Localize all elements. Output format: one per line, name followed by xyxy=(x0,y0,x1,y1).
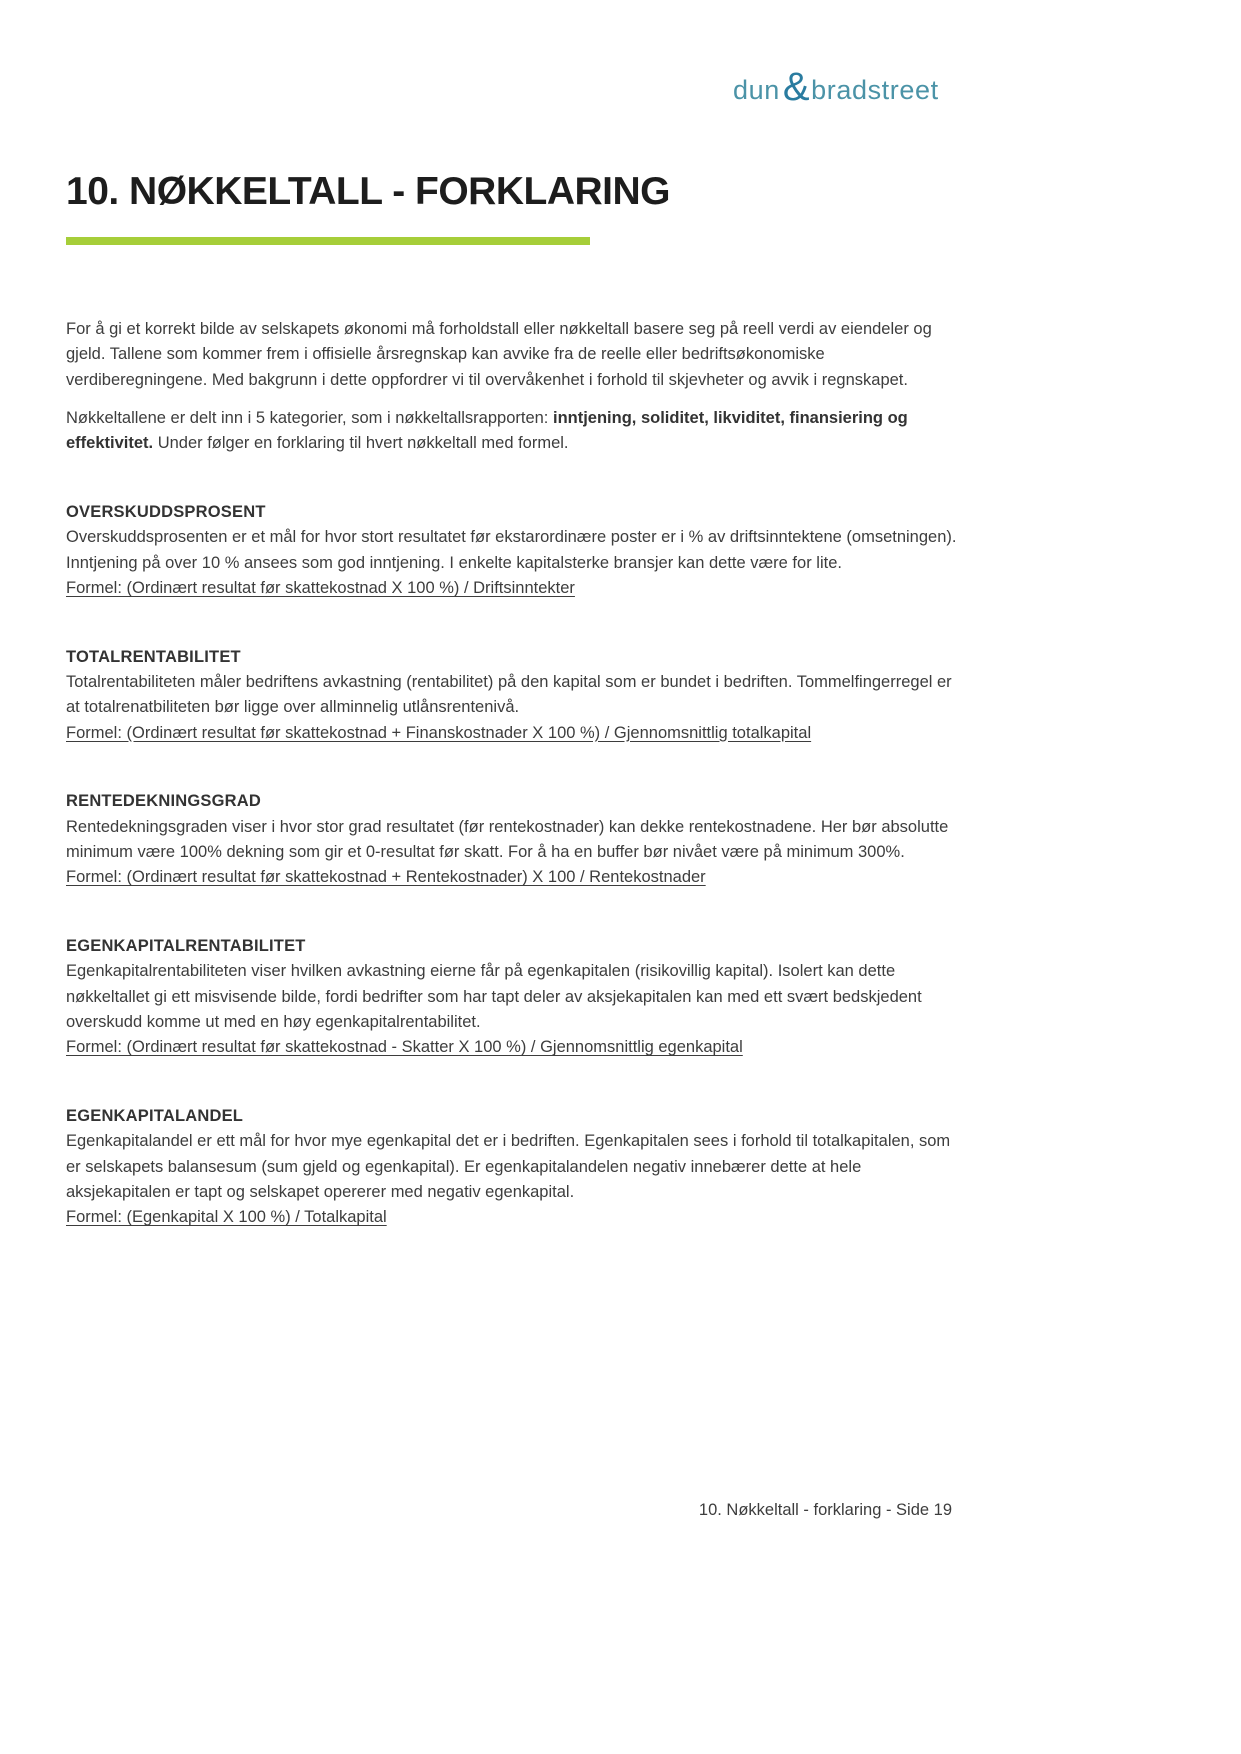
section-body: Overskuddsprosenten er et mål for hvor stort resultatet før ekstarordinære poster er i % av driftsinntektene (omsetningen). Inntjening på over 10 % ansees som god inntjening. I enkelte kapitalsterke bransjer kan dette være for lite. xyxy=(66,528,957,572)
intro-paragraph-2-categories: inntjening, soliditet, likviditet, finansiering og effektivitet. xyxy=(66,409,908,453)
section-formula: Formel: (Ordinært resultat før skattekostnad + Finanskostnader X 100 %) / Gjennomsnittlig totalkapital xyxy=(66,723,812,742)
section-egenkapitalandel xyxy=(66,1104,966,1231)
section-formula: Formel: (Egenkapital X 100 %) / Totalkapital xyxy=(66,1208,387,1227)
intro-paragraph-2-post: Under følger en forklaring til hvert nøkkeltall med formel. xyxy=(153,434,569,453)
section-rentedekningsgrad xyxy=(66,789,966,891)
section-formula: Formel: (Ordinært resultat før skattekostnad X 100 %) / Driftsinntekter xyxy=(66,579,575,598)
intro-paragraph-2 xyxy=(66,406,966,457)
section-body: Rentedekningsgraden viser i hvor stor grad resultatet (før rentekostnader) kan dekke rentekostnadene. Her bør absolutte minimum være 100% dekning som gir et 0-resultat før skatt. For å ha en buffer bør nivået være på minimum 300%. xyxy=(66,817,949,861)
content-column xyxy=(66,0,966,1231)
section-formula: Formel: (Ordinært resultat før skattekostnad - Skatter X 100 %) / Gjennomsnittlig egenkapital xyxy=(66,1038,743,1057)
intro-paragraph-1: For å gi et korrekt bilde av selskapets økonomi må forholdstall eller nøkkeltall basere seg på reell verdi av eiendeler og gjeld. Tallene som kommer frem i offisielle årsregnskap kan avvike fra de reelle eller bedriftsøkonomiske verdiberegningene. Med bakgrunn i dette oppfordrer vi til overvåkenhet i forhold til skjevheter og avvik i regnskapet. xyxy=(66,319,932,389)
footer-page-label: 10. Nøkkeltall - forklaring - Side 19 xyxy=(698,1501,952,1519)
page-title: 10. NØKKELTALL - FORKLARING xyxy=(66,170,670,213)
section-body: Totalrentabiliteten måler bedriftens avkastning (rentabilitet) på den kapital som er bundet i bedriften. Tommelfingerregel er at totalrenatbiliteten bør ligge over allminnelig utlånsrentenivå. xyxy=(66,672,952,717)
section-body: Egenkapitalandel er ett mål for hvor mye egenkapital det er i bedriften. Egenkapitalen sees i forhold til totalkapitalen, som er selskapets balansesum (sum gjeld og egenkapital). Er egenkapitalandelen negativ innebærer dette at hele aksjekapitalen er tapt og selskapet opererer med negativ egenkapital. xyxy=(66,1132,951,1201)
title-accent-rule xyxy=(66,237,590,245)
section-formula: Formel: (Ordinært resultat før skattekostnad + Rentekostnader) X 100 / Rentekostnader xyxy=(66,868,706,887)
section-totalrentabilitet xyxy=(66,645,966,747)
section-heading: RENTEDEKNINGSGRAD xyxy=(66,792,261,811)
section-overskuddsprosent xyxy=(66,500,966,602)
logo-word-bradstreet: bradstreet xyxy=(811,74,939,105)
section-heading: EGENKAPITALRENTABILITET xyxy=(66,936,306,955)
logo-ampersand-icon: & xyxy=(782,65,811,109)
section-heading: EGENKAPITALANDEL xyxy=(66,1106,244,1125)
intro-paragraph-2-pre: Nøkkeltallene er delt inn i 5 kategorier, som i nøkkeltallsrapporten: xyxy=(66,409,553,428)
section-heading: OVERSKUDDSPROSENT xyxy=(66,502,266,521)
section-heading: TOTALRENTABILITET xyxy=(66,647,241,666)
logo-word-dun: dun xyxy=(733,74,780,105)
section-body: Egenkapitalrentabiliteten viser hvilken avkastning eierne får på egenkapitalen (risikovillig kapital). Isolert kan dette nøkkeltallet gi ett misvisende bilde, fordi bedrifter som har tapt deler av aksjekapitalen kan med ett svært bedskjedent overskudd komme ut med en høy egenkapitalrentabilitet. xyxy=(66,962,922,1031)
section-egenkapitalrentabilitet xyxy=(66,934,966,1061)
